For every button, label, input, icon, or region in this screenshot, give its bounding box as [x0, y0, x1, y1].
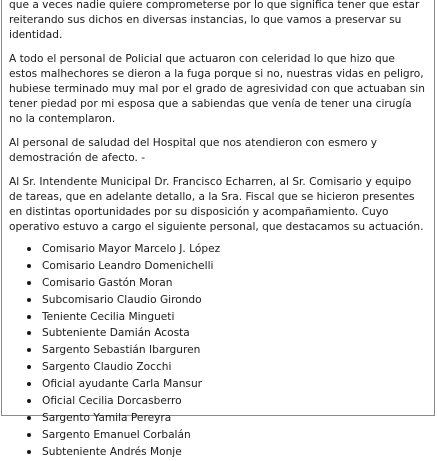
list-item: [9, 410, 426, 427]
personnel-name: Sargento Yamila Pereyra: [42, 411, 172, 424]
list-item: [9, 258, 426, 275]
bullet-icon: [27, 298, 31, 302]
personnel-list: [9, 241, 426, 461]
list-item: [9, 275, 426, 292]
bullet-icon: [27, 450, 31, 454]
list-item: [9, 342, 426, 359]
personnel-name: Sargento Sebastián Ibarguren: [42, 344, 201, 357]
list-item: [9, 309, 426, 326]
list-item: [9, 292, 426, 309]
personnel-name: Oficial ayudante Carla Mansur: [42, 378, 203, 391]
bullet-icon: [27, 264, 31, 268]
list-item: [9, 376, 426, 393]
bullet-icon: [27, 382, 31, 386]
bullet-icon: [27, 331, 31, 335]
paragraph-authorities-thanks: Al Sr. Intendente Municipal Dr. Francisco Echarren, al Sr. Comisario y equipo de tareas, que en adelante detallo, a la Sra. Fiscal que se hicieron presentes en distintas oportunidades por su disposición y acompañamiento. Cuyo operativo estuvo a cargo el siguiente personal, que destacamos su actuación.: [9, 176, 424, 233]
list-item: [9, 241, 426, 258]
bullet-icon: [27, 315, 31, 319]
bullet-icon: [27, 433, 31, 437]
list-item: [9, 325, 426, 342]
list-item: [9, 427, 426, 444]
personnel-name: Sargento Emanuel Corbalán: [42, 428, 191, 441]
personnel-name: Comisario Leandro Domenichelli: [42, 259, 214, 272]
personnel-name: Subteniente Damián Acosta: [42, 327, 190, 340]
personnel-name: Comisario Gastón Moran: [42, 276, 173, 289]
bullet-icon: [27, 365, 31, 369]
bullet-icon: [27, 281, 31, 285]
personnel-name: Teniente Cecilia Mingueti: [42, 310, 175, 323]
list-item: [9, 393, 426, 410]
document-page: [1, 0, 435, 458]
bullet-icon: [27, 399, 31, 403]
bullet-icon: [27, 416, 31, 420]
list-item: [9, 444, 426, 461]
bullet-icon: [27, 348, 31, 352]
paragraph-police-thanks: A todo el personal de Policial que actuaron con celeridad lo que hizo que estos malhechores se dieron a la fuga porque si no, nuestras vidas en peligro, hubiese terminado muy mal por el grado de agresividad con que actuaban sin tener piedad por mi esposa que a sabiendas que venía de tener una cirugía no la contemplaron.: [9, 53, 425, 125]
personnel-name: Subteniente Andrés Monje: [42, 445, 182, 458]
list-item: [9, 359, 426, 376]
bullet-icon: [27, 247, 31, 251]
paragraph-hospital-thanks: Al personal de saludad del Hospital que nos atendieron con esmero y demostración de afecto. -: [9, 137, 378, 164]
personnel-name: Oficial Cecilia Dorcasberro: [42, 395, 182, 408]
paragraph-identity: que a veces nadie quiere comprometerse por lo que significa tener que estar reiterando sus dichos en diversas instancias, lo que vamos a preservar su identidad.: [9, 0, 420, 41]
personnel-name: Subcomisario Claudio Girondo: [42, 293, 202, 306]
personnel-name: Comisario Mayor Marcelo J. López: [42, 243, 221, 255]
personnel-name: Sargento Claudio Zocchi: [42, 361, 172, 374]
